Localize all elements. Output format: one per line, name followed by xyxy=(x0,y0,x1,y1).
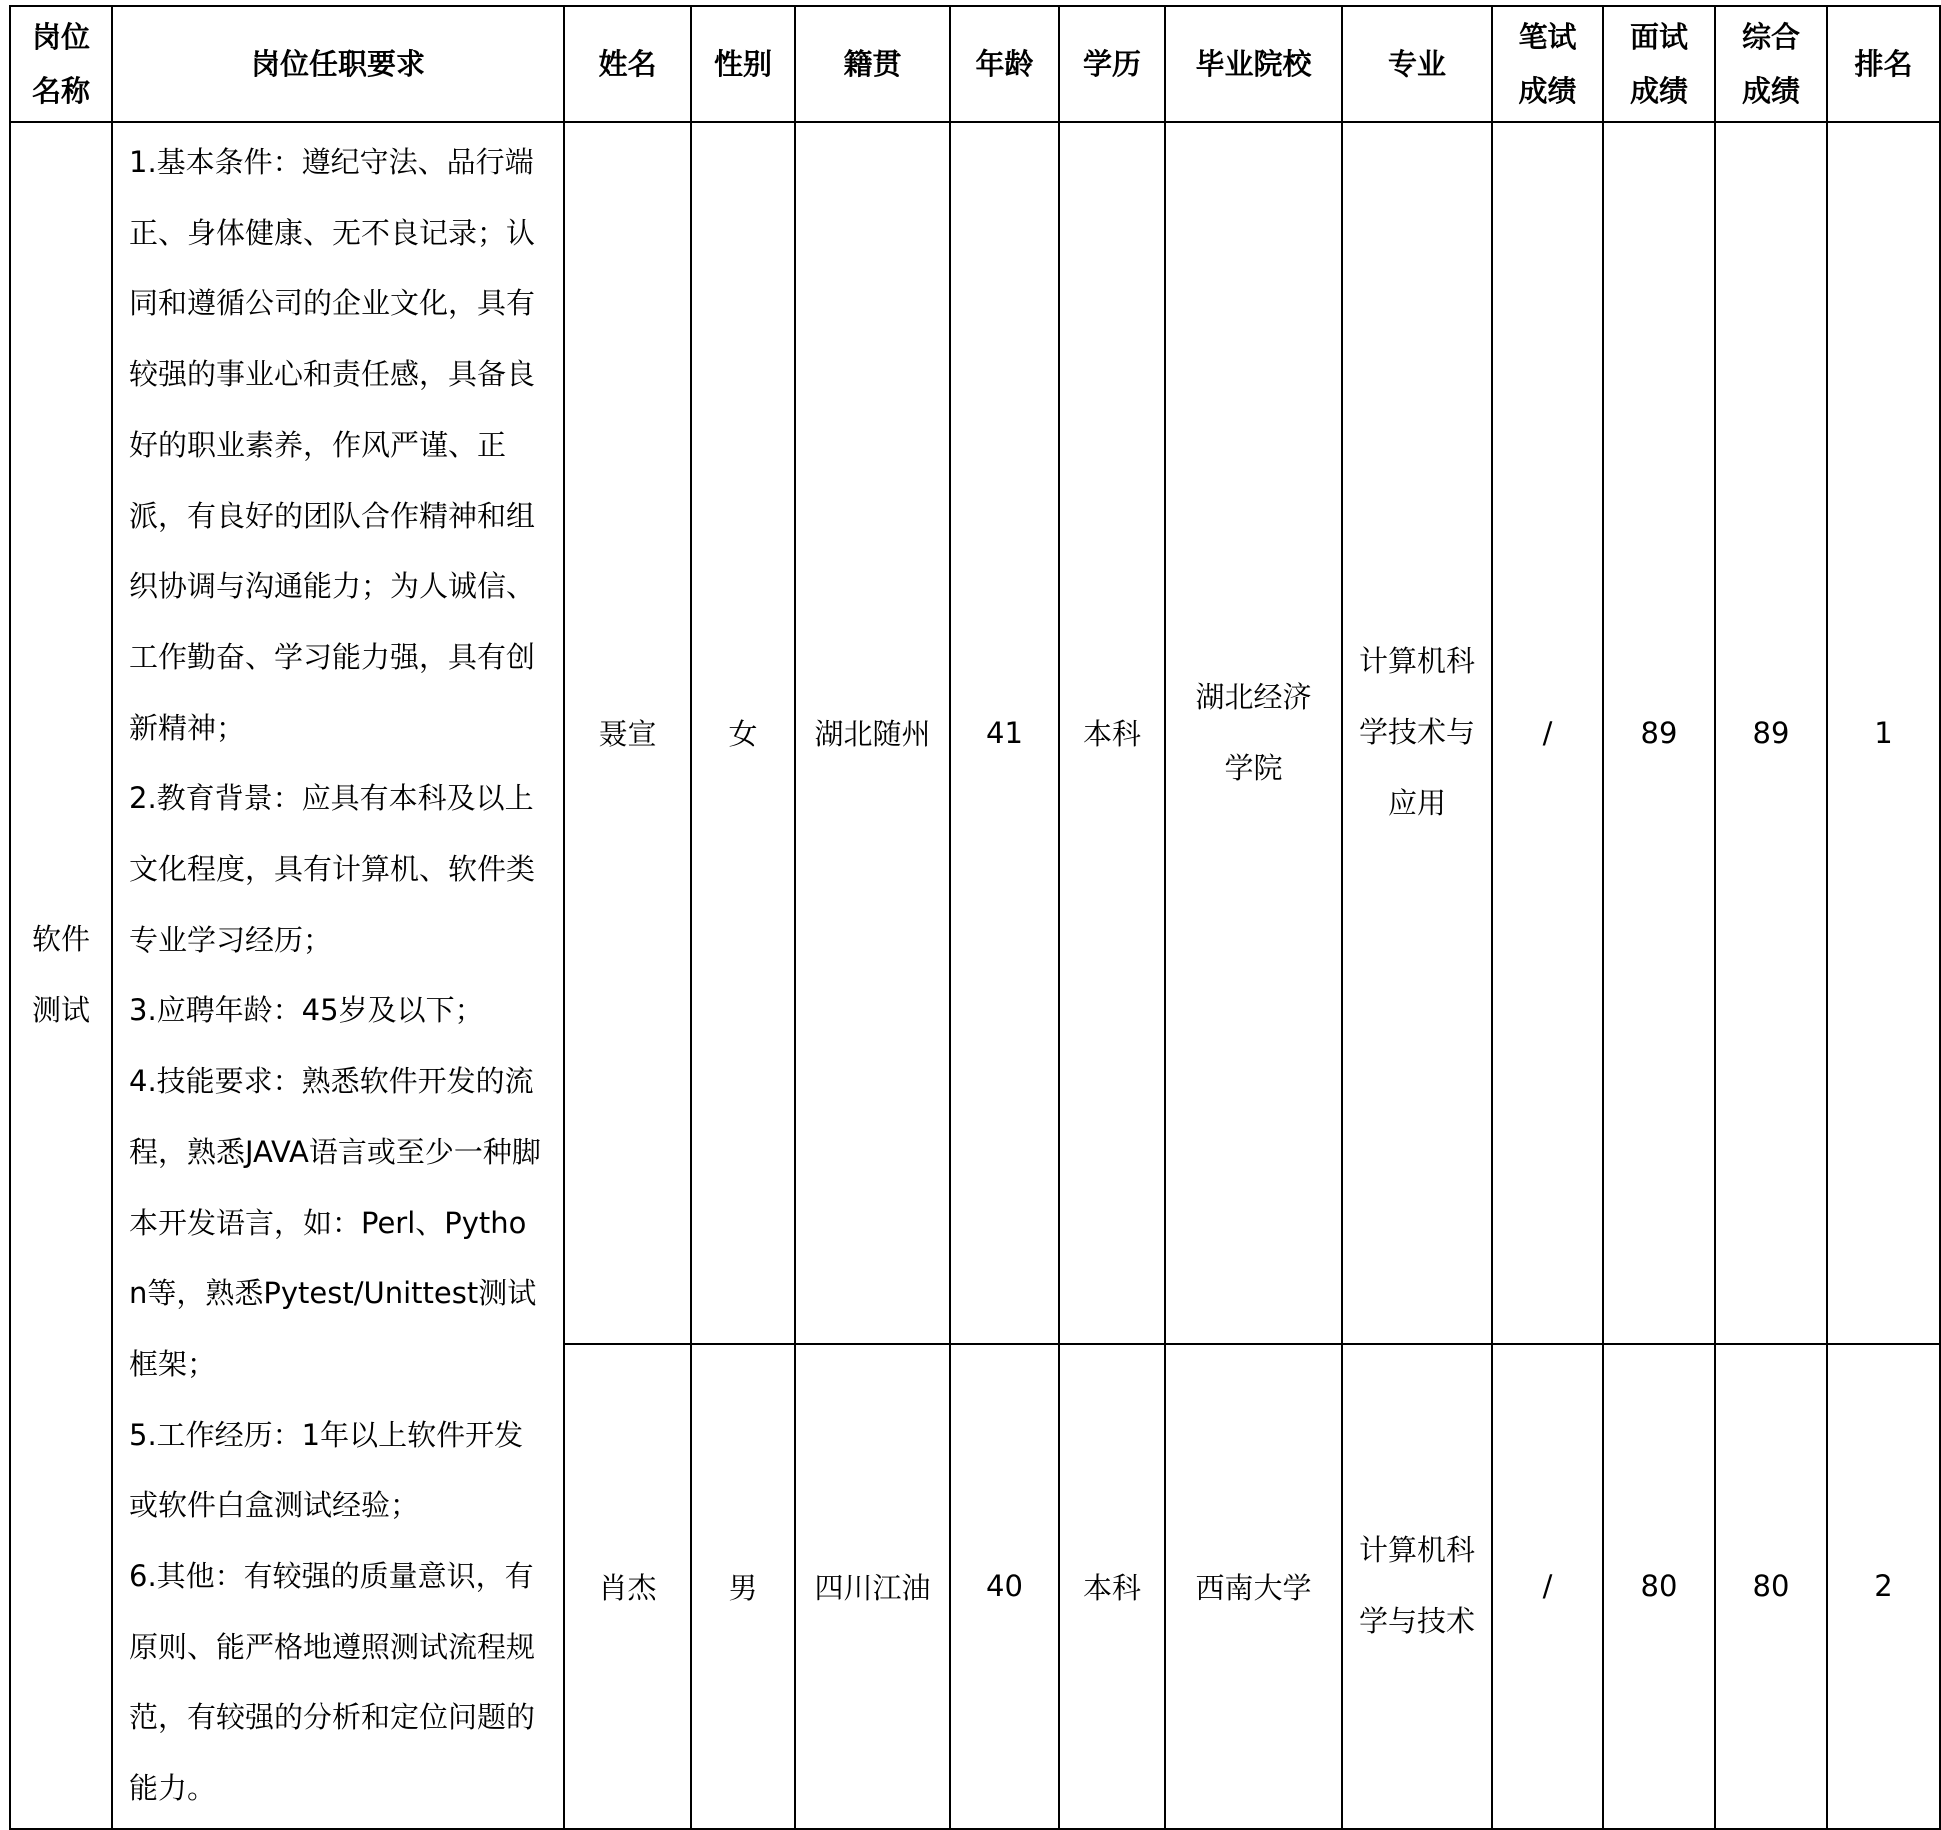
post-name-cell: 软件测试 xyxy=(10,122,112,1829)
requirements-cell xyxy=(112,122,564,1829)
candidate-major: 计算机科学与技术 xyxy=(1342,1344,1492,1829)
candidate-rank: 1 xyxy=(1827,122,1940,1344)
candidate-age: 41 xyxy=(950,122,1059,1344)
candidate-name: 聂宣 xyxy=(564,122,691,1344)
candidate-interview-score: 89 xyxy=(1603,122,1715,1344)
candidate-age: 40 xyxy=(950,1344,1059,1829)
candidate-written-score: / xyxy=(1492,122,1603,1344)
header-major: 专业 xyxy=(1342,6,1492,122)
header-name: 姓名 xyxy=(564,6,691,122)
recruitment-results-table xyxy=(9,5,1941,1830)
requirement-item: 2.教育背景：应具有本科及以上文化程度，具有计算机、软件类专业学习经历； xyxy=(129,781,536,957)
requirement-item: 5.工作经历：1年以上软件开发或软件白盒测试经验； xyxy=(129,1417,524,1523)
candidate-major: 计算机科学技术与应用 xyxy=(1342,122,1492,1344)
candidate-gender: 女 xyxy=(691,122,795,1344)
header-age: 年龄 xyxy=(950,6,1059,122)
candidate-total-score: 89 xyxy=(1715,122,1827,1344)
candidate-hometown: 四川江油 xyxy=(795,1344,950,1829)
header-rank: 排名 xyxy=(1827,6,1940,122)
header-total-score: 综合成绩 xyxy=(1715,6,1827,122)
header-gender: 性别 xyxy=(691,6,795,122)
candidate-school: 湖北经济学院 xyxy=(1165,122,1342,1344)
requirement-item: 4.技能要求：熟悉软件开发的流程，熟悉JAVA语言或至少一种脚本开发语言，如：Perl、Python等，熟悉Pytest/Unittest测试框架； xyxy=(129,1064,541,1381)
candidate-name: 肖杰 xyxy=(564,1344,691,1829)
candidate-education: 本科 xyxy=(1059,122,1165,1344)
header-school: 毕业院校 xyxy=(1165,6,1342,122)
header-row xyxy=(10,6,1940,122)
requirement-item: 6.其他：有较强的质量意识，有原则、能严格地遵照测试流程规范，有较强的分析和定位问题的能力。 xyxy=(129,1559,536,1806)
candidate-written-score: / xyxy=(1492,1344,1603,1829)
requirement-item: 1.基本条件：遵纪守法、品行端正、身体健康、无不良记录；认同和遵循公司的企业文化，具有较强的事业心和责任感，具备良好的职业素养，作风严谨、正派，有良好的团队合作精神和组织协调与沟通能力；为人诚信、工作勤奋、学习能力强，具有创新精神； xyxy=(129,145,536,745)
header-interview-score: 面试成绩 xyxy=(1603,6,1715,122)
candidate-education: 本科 xyxy=(1059,1344,1165,1829)
header-hometown: 籍贯 xyxy=(795,6,950,122)
header-post-name: 岗位名称 xyxy=(10,6,112,122)
candidate-rank: 2 xyxy=(1827,1344,1940,1829)
candidate-total-score: 80 xyxy=(1715,1344,1827,1829)
candidate-interview-score: 80 xyxy=(1603,1344,1715,1829)
header-requirements: 岗位任职要求 xyxy=(112,6,564,122)
header-written-score: 笔试成绩 xyxy=(1492,6,1603,122)
candidate-hometown: 湖北随州 xyxy=(795,122,950,1344)
requirement-item: 3.应聘年龄：45岁及以下； xyxy=(129,993,484,1028)
candidate-school: 西南大学 xyxy=(1165,1344,1342,1829)
table-row xyxy=(10,122,1940,1344)
candidate-gender: 男 xyxy=(691,1344,795,1829)
header-education: 学历 xyxy=(1059,6,1165,122)
